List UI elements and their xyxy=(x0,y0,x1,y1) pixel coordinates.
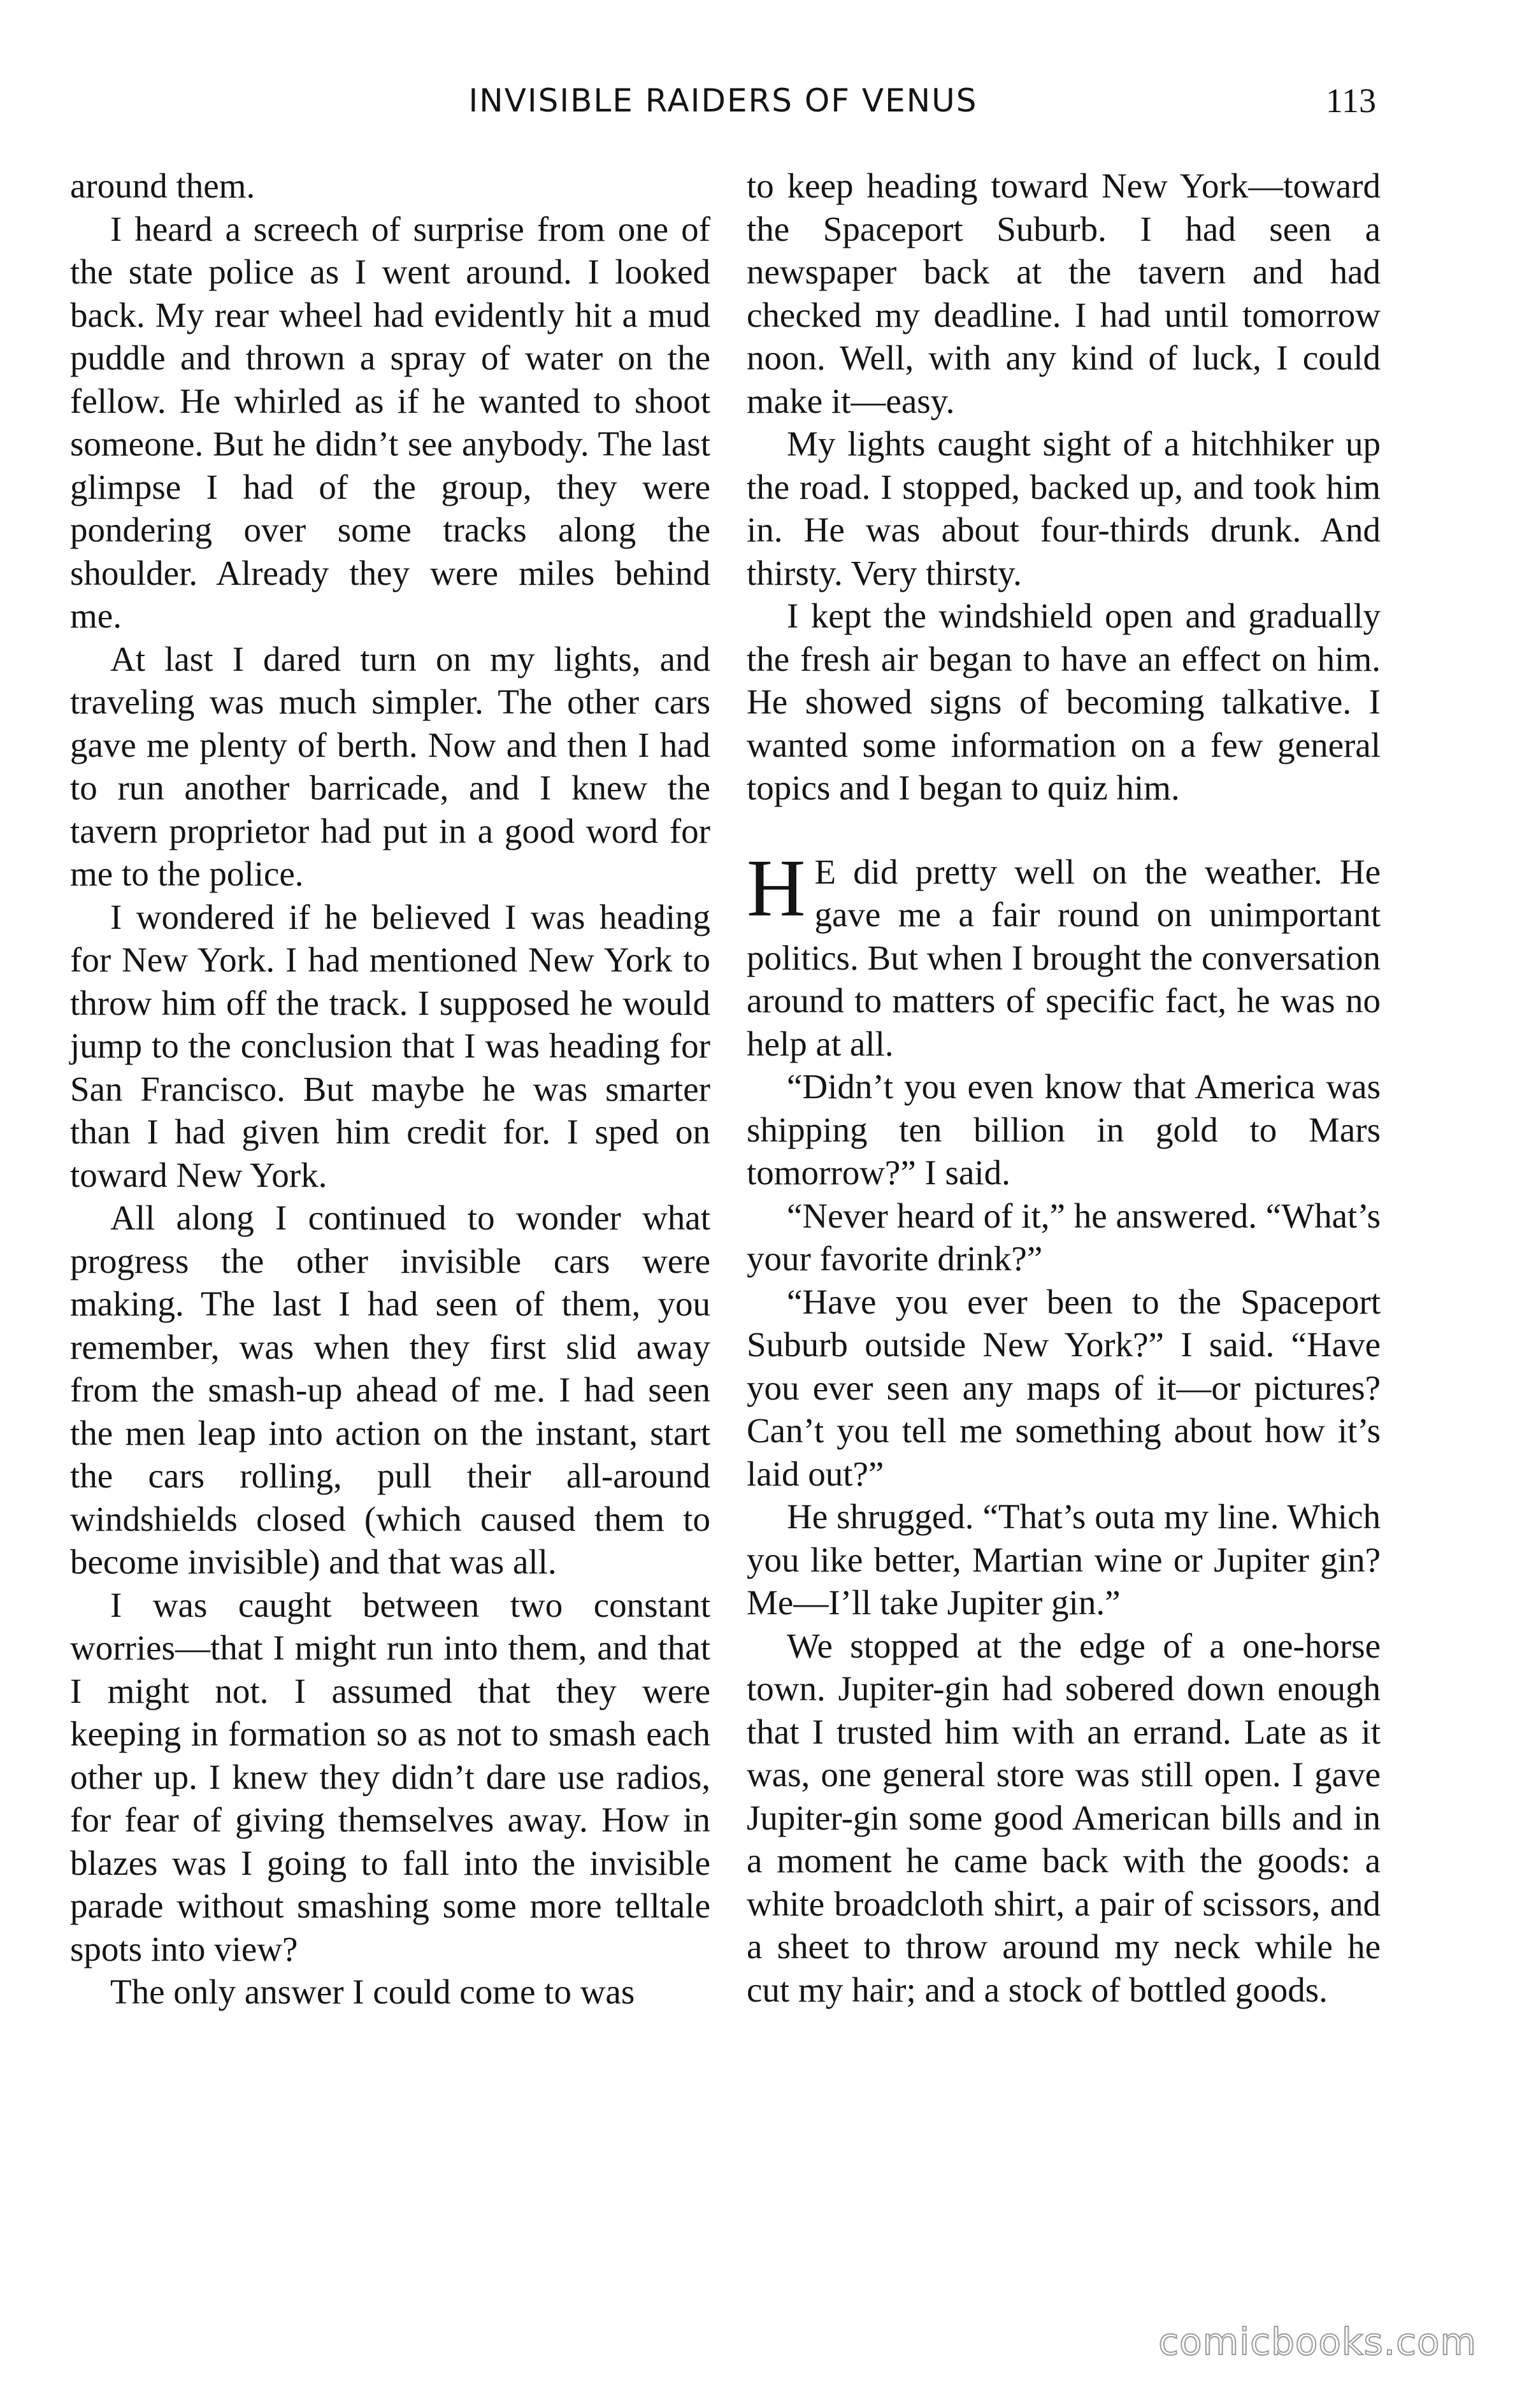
drop-cap-paragraph-text: E did pretty well on the weather. He gave me a fair round on unimportant politics. But when I brought the conversation around to matters of specific fact, he was no help at all. xyxy=(747,852,1381,1063)
right-column xyxy=(747,164,1381,2011)
paragraph: I wondered if he believed I was heading for New York. I had mentioned New York to throw him off the track. I supposed he would jump to the conclusion that I was heading for San Francisco. But maybe he was smarter than I had given him credit for. I sped on toward New York. xyxy=(70,897,710,1194)
paragraph: He shrugged. “That’s outa my line. Which you like better, Martian wine or Jupiter gin? Me—I’ll take Jupiter gin.” xyxy=(747,1497,1381,1622)
section-opening-paragraph xyxy=(747,842,1381,1066)
paragraph: My lights caught sight of a hitchhiker up the road. I stopped, backed up, and took him in. He was about four-thirds drunk. And thirsty. Very thirsty. xyxy=(747,424,1381,592)
paragraph: I kept the windshield open and gradually the fresh air began to have an effect on him. He showed signs of becoming talkative. I wanted some information on a few general topics and I began to quiz him. xyxy=(747,596,1381,807)
watermark: comicbooks.com xyxy=(1158,2320,1477,2363)
paragraph: “Never heard of it,” he answered. “What’s your favorite drink?” xyxy=(747,1196,1381,1278)
paragraph: I was caught between two constant worries—that I might run into them, and that I might not. I assumed that they were keeping in formation so as not to smash each other up. I knew they didn’t dare use radios, for fear of giving themselves away. How in blazes was I going to fall into the invisible parade without smashing some more telltale spots into view? xyxy=(70,1585,710,1968)
paragraph: “Have you ever been to the Spaceport Suburb outside New York?” I said. “Have you ever seen any maps of it—or pictures? Can’t you tell me something about how it’s laid out?” xyxy=(747,1282,1381,1493)
paragraph: to keep heading toward New York—toward the Spaceport Suburb. I had seen a newspaper back at the tavern and had checked my deadline. I had until tomorrow noon. Well, with any kind of luck, I could make it—easy. xyxy=(747,166,1381,420)
drop-cap: H xyxy=(747,842,806,933)
paragraph: At last I dared turn on my lights, and traveling was much simpler. The other cars gave me plenty of berth. Now and then I had to run another barricade, and I knew the tavern proprietor had put in a good word for me to the police. xyxy=(70,639,710,893)
left-column xyxy=(70,164,710,2014)
paragraph: I heard a screech of surprise from one of the state police as I went around. I looked back. My rear wheel had evidently hit a mud puddle and thrown a spray of water on the fellow. He whirled as if he wanted to shoot someone. But he didn’t see anybody. The last glimpse I had of the group, they were pondering over some tracks along the shoulder. Already they were miles behind me. xyxy=(70,209,710,635)
paragraph: All along I continued to wonder what progress the other invisible cars were making. The last I had seen of them, you remember, was when they first slid away from the smash-up ahead of me. I had seen the men leap into action on the instant, start the cars rolling, pull their all-around windshields closed (which caused them to become invisible) and that was all. xyxy=(70,1198,710,1581)
paragraph: around them. xyxy=(70,166,255,205)
page-header xyxy=(70,75,1376,126)
running-title: INVISIBLE RAIDERS OF VENUS xyxy=(468,82,978,119)
paragraph: The only answer I could come to was xyxy=(110,1972,635,2011)
paragraph: “Didn’t you even know that America was shipping ten billion in gold to Mars tomorrow?” I said. xyxy=(747,1067,1381,1192)
page-number: 113 xyxy=(1326,82,1376,120)
paragraph: We stopped at the edge of a one-horse town. Jupiter-gin had sobered down enough that I trusted him with an errand. Late as it was, one general store was still open. I gave Jupiter-gin some good American bills and in a moment he came back with the goods: a white broadcloth shirt, a pair of scissors, and a sheet to throw around my neck while he cut my hair; and a stock of bottled goods. xyxy=(747,1626,1381,2009)
